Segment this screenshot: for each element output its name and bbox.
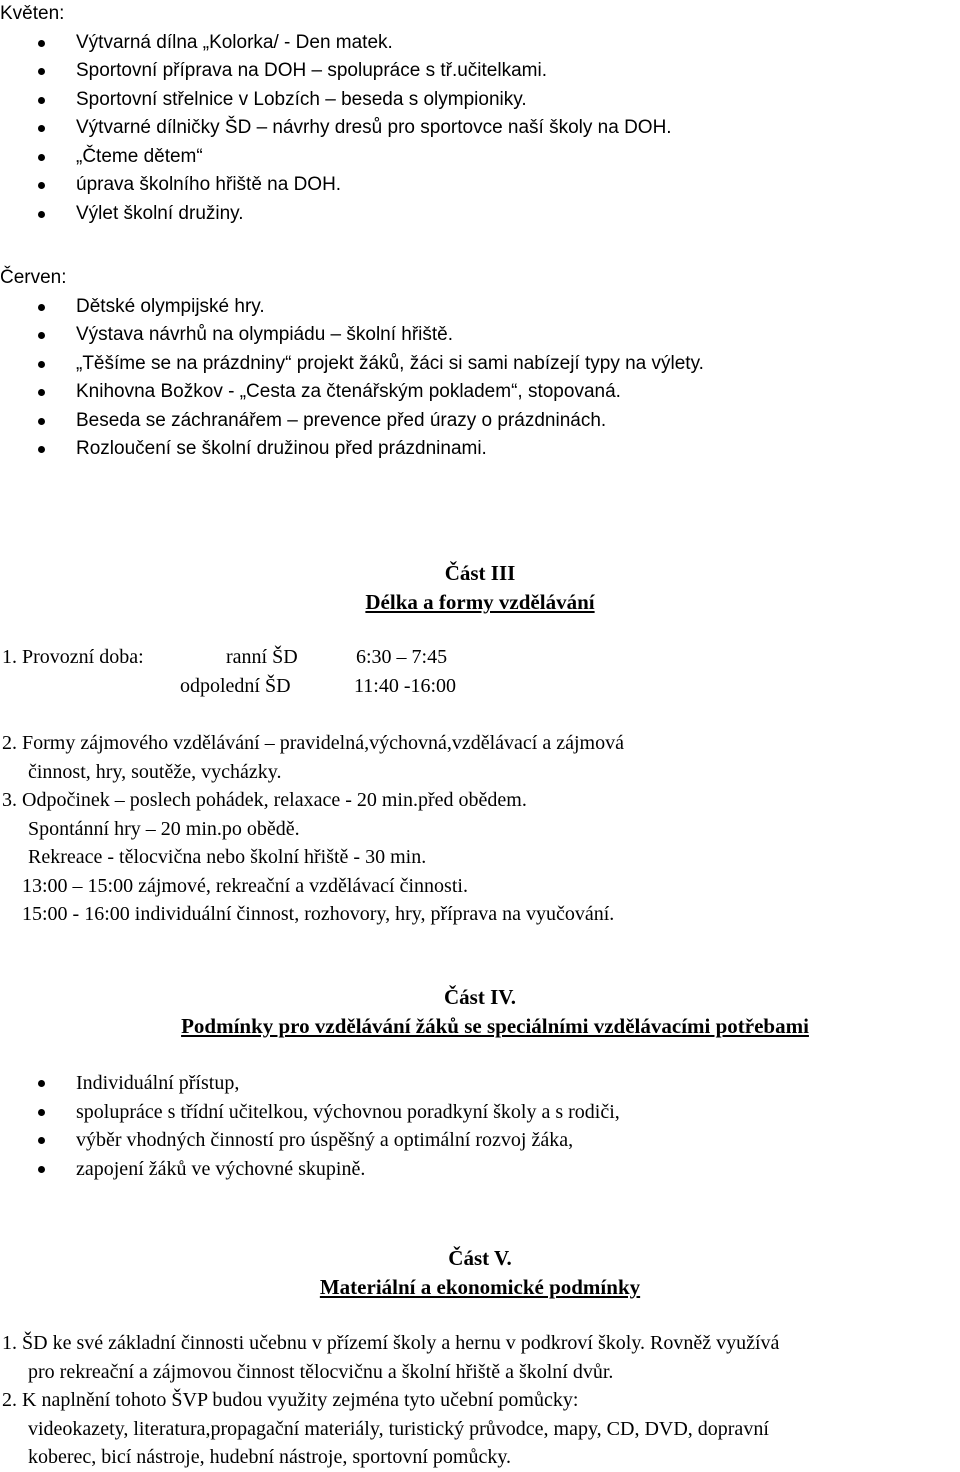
- part4-title: Část IV.: [444, 985, 516, 1009]
- rest-line: 15:00 - 16:00 individuální činnost, rozhovory, hry, příprava na vyučování.: [22, 903, 615, 925]
- rest-line: 3. Odpočinek – poslech pohádek, relaxace - 20 min.před obědem.: [2, 789, 527, 811]
- rest-line: Rekreace - tělocvična nebo školní hřiště - 30 min.: [28, 846, 427, 868]
- list-item: Knihovna Božkov - „Cesta za čtenářským pokladem“, stopovaná.: [0, 378, 960, 407]
- list-item: Výstava návrhů na olympiádu – školní hřiště.: [0, 321, 960, 350]
- rest-line: Spontánní hry – 20 min.po obědě.: [28, 817, 300, 840]
- part3-subtitle-wrap: [0, 588, 960, 617]
- part5-title: Část V.: [448, 1246, 512, 1270]
- bullet-list: [0, 293, 960, 464]
- list-item: Individuální přístup,: [0, 1069, 960, 1098]
- list-item: Rozloučení se školní družinou před prázdninami.: [0, 435, 960, 464]
- list-item: výběr vhodných činností pro úspěšný a optimální rozvoj žáka,: [0, 1126, 960, 1155]
- list-item: Sportovní příprava na DOH – spolupráce s tř.učitelkami.: [0, 57, 960, 86]
- list-item: Výtvarné dílničky ŠD – návrhy dresů pro sportovce naší školy na DOH.: [0, 114, 960, 143]
- forms-line: 2. Formy zájmového vzdělávání – pravidelná,výchovná,vzdělávací a zájmová: [2, 732, 624, 754]
- list-item: zapojení žáků ve výchovné skupině.: [0, 1155, 960, 1184]
- list-item: úprava školního hřiště na DOH.: [0, 171, 960, 200]
- paragraph-line: 2. K naplnění tohoto ŠVP budou využity zejména tyto učební pomůcky:: [2, 1389, 579, 1411]
- part4-subtitle: Podmínky pro vzdělávání žáků se speciálními vzdělávacími potřebami: [181, 1014, 809, 1038]
- forms-paragraph: [0, 729, 960, 929]
- forms-line: činnost, hry, soutěže, vycházky.: [28, 760, 282, 783]
- list-item: „Těšíme se na prázdniny“ projekt žáků, žáci si sami nabízejí typy na výlety.: [0, 350, 960, 379]
- part4-list: [0, 1069, 960, 1183]
- part5-subtitle: Materiální a ekonomické podmínky: [319, 1275, 641, 1299]
- list-item: Výlet školní družiny.: [0, 200, 960, 229]
- part5-paragraphs: [0, 1329, 960, 1472]
- hours-label: 1. Provozní doba:: [2, 646, 144, 668]
- part4-subtitle-wrap: [0, 1012, 960, 1041]
- paragraph-line: 1. ŠD ke své základní činnosti učebnu v přízemí školy a hernu v podkroví školy. Rovněž využívá: [2, 1332, 780, 1354]
- list-item: spolupráce s třídní učitelkou, výchovnou poradkyní školy a s rodiči,: [0, 1098, 960, 1127]
- paragraph-line: koberec, bicí nástroje, hudební nástroje, sportovní pomůcky.: [28, 1446, 512, 1468]
- section-kveten: [0, 0, 960, 228]
- section-cerven: [0, 264, 960, 464]
- list-item: Beseda se záchranářem – prevence před úrazy o prázdninách.: [0, 407, 960, 436]
- afternoon-time: 11:40 -16:00: [354, 674, 457, 697]
- part5-subtitle-wrap: [0, 1273, 960, 1302]
- bullet-list: [0, 1069, 960, 1183]
- afternoon-label: odpolední ŠD: [180, 674, 291, 697]
- morning-label: ranní ŠD: [226, 646, 298, 668]
- paragraph-line: pro rekreační a zájmovou činnost tělocvičnu a školní hřiště a školní dvůr.: [28, 1360, 614, 1383]
- part3-title: Část III: [444, 561, 516, 585]
- operating-hours: [0, 643, 960, 700]
- rest-line: 13:00 – 15:00 zájmové, rekreační a vzdělávací činnosti.: [22, 874, 468, 897]
- bullet-list: [0, 29, 960, 229]
- section-heading: Červen:: [0, 267, 67, 288]
- part3-subtitle: Délka a formy vzdělávání: [365, 590, 595, 614]
- list-item: Sportovní střelnice v Lobzích – beseda s olympioniky.: [0, 86, 960, 115]
- morning-time: 6:30 – 7:45: [356, 646, 448, 668]
- section-heading: Květen:: [0, 3, 65, 24]
- list-item: Dětské olympijské hry.: [0, 293, 960, 322]
- list-item: „Čteme dětem“: [0, 143, 960, 172]
- list-item: Výtvarná dílna „Kolorka/ - Den matek.: [0, 29, 960, 58]
- paragraph-line: videokazety, literatura,propagační materiály, turistický průvodce, mapy, CD, DVD, dopravní: [28, 1417, 769, 1440]
